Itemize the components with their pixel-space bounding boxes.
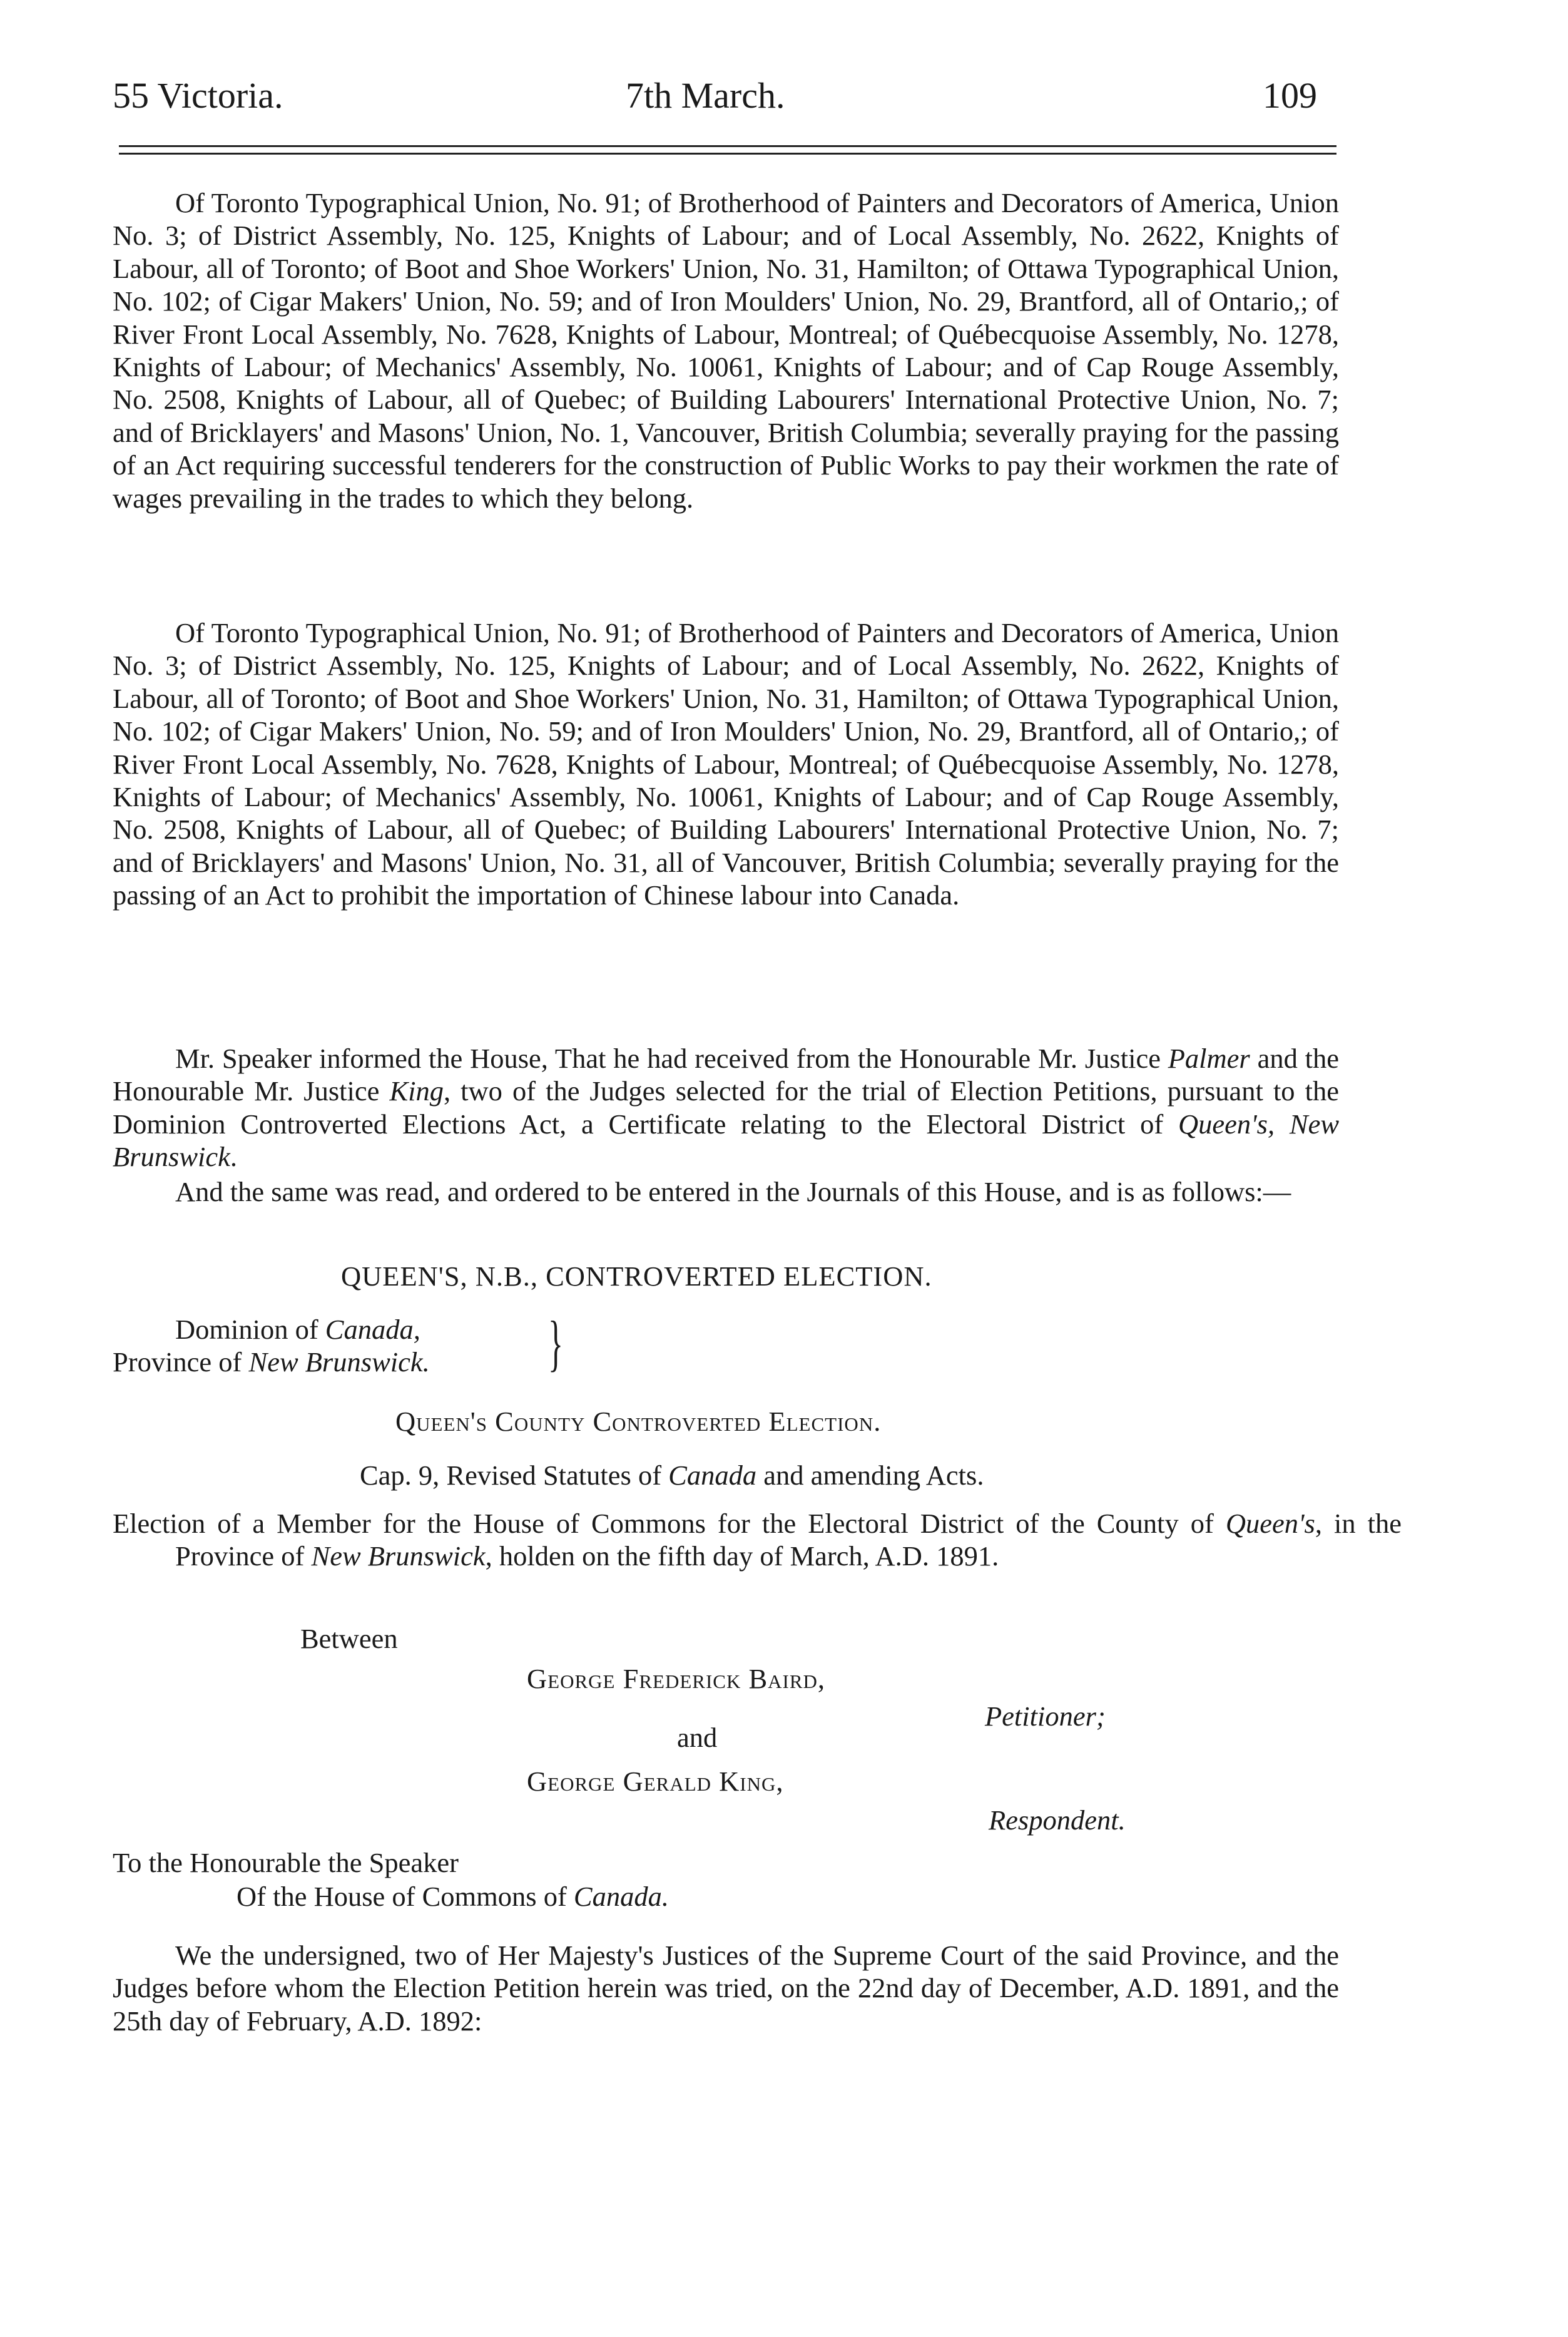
jurisdiction-province: Province of New Brunswick. [113,1346,430,1378]
petition-paragraph-chinese-labour: Of Toronto Typographical Union, No. 91; of Brotherhood of Painters and Decorators of America, Union No. 3; of District Assembly, No. 125, Knights of Labour; and of Local Assembly, No. 2622, Knights of Labour, all of Toronto; of Boot and Shoe Workers' Union, No. 31, Hamilton; of Ottawa Typographical Union, No. 102; of Cigar Makers' Union, No. 59; and of Iron Moulders' Union, No. 29, Brantford, all of Ontario,; of River Front Local Assembly, No. 7628, Knights of Labour, Montreal; of Québecquoise Assembly, No. 1278, Knights of Labour; of Mechanics' Assembly, No. 10061, Knights of Labour; and of Cap Rouge Assembly, No. 2508, Knights of Labour, all of Quebec; of Building Labourers' International Protective Union, No. 7; and of Bricklayers' and Masons' Union, No. 31, all of Vancouver, British Columbia; severally praying for the passing of an Act to prohibit the importation of Chinese labour into Canada. [113,617,1339,911]
certificate-closing-paragraph: We the undersigned, two of Her Majesty's Justices of the Supreme Court of the said Province, and the Judges before whom the Election Petition herein was tried, on the 22nd day of December, A.D. 1891, and the 25th day of February, A.D. 1892: [113,1940,1339,2037]
certificate-subtitle: Queen's County Controverted Election. [395,1406,882,1437]
petitioner-name: George Frederick Baird, [527,1663,826,1694]
speaker-announcement-paragraph: Mr. Speaker informed the House, That he had received from the Honourable Mr. Justice Palmer and the Honourable Mr. Justice King, two of the Judges selected for the trial of Election Petitions, pursuant to the Dominion Controverted Elections Act, a Certificate relating to the Electoral District of Queen's, New Brunswick. [113,1043,1339,1173]
header-rule-bottom [119,153,1336,155]
petitioner-role: Petitioner; [985,1700,1106,1732]
header-rule-top [119,145,1336,147]
header-regnal-year: 55 Victoria. [113,75,283,116]
certificate-title: QUEEN'S, N.B., CONTROVERTED ELECTION. [341,1261,932,1292]
respondent-name: George Gerald King, [527,1766,784,1797]
jurisdiction-dominion: Dominion of Canada, [175,1314,420,1345]
election-description: Election of a Member for the House of Commons for the Electoral District of the County of Queen's, in the Province of New Brunswick, holden on the fifth day of March, A.D. 1891. [113,1508,1402,1572]
header-date: 7th March. [626,75,785,116]
address-speaker: To the Honourable the Speaker [113,1847,459,1878]
read-and-ordered-paragraph: And the same was read, and ordered to be entered in the Journals of this House, and is as follows:— [175,1176,1291,1207]
page-number: 109 [1263,75,1317,116]
address-house: Of the House of Commons of Canada. [237,1881,669,1912]
respondent-role: Respondent. [989,1804,1126,1836]
petition-paragraph-wages: Of Toronto Typographical Union, No. 91; of Brotherhood of Painters and Decorators of America, Union No. 3; of District Assembly, No. 125, Knights of Labour; and of Local Assembly, No. 2622, Knights of Labour, all of Toronto; of Boot and Shoe Workers' Union, No. 31, Hamilton; of Ottawa Typographical Union, No. 102; of Cigar Makers' Union, No. 59; and of Iron Moulders' Union, No. 29, Brantford, all of Ontario,; of River Front Local Assembly, No. 7628, Knights of Labour, Montreal; of Québecquoise Assembly, No. 1278, Knights of Labour; of Mechanics' Assembly, No. 10061, Knights of Labour; and of Cap Rouge Assembly, No. 2508, Knights of Labour, all of Quebec; of Building Labourers' International Protective Union, No. 7; and of Bricklayers' and Masons' Union, No. 1, Vancouver, British Columbia; severally praying for the passing of an Act requiring successful tenderers for the construction of Public Works to pay their workmen the rate of wages prevailing in the trades to which they belong. [113,187,1339,514]
and-label: and [677,1722,718,1753]
statute-reference: Cap. 9, Revised Statutes of Canada and amending Acts. [360,1460,984,1491]
jurisdiction-brace: } [548,1308,563,1378]
between-label: Between [300,1623,398,1654]
